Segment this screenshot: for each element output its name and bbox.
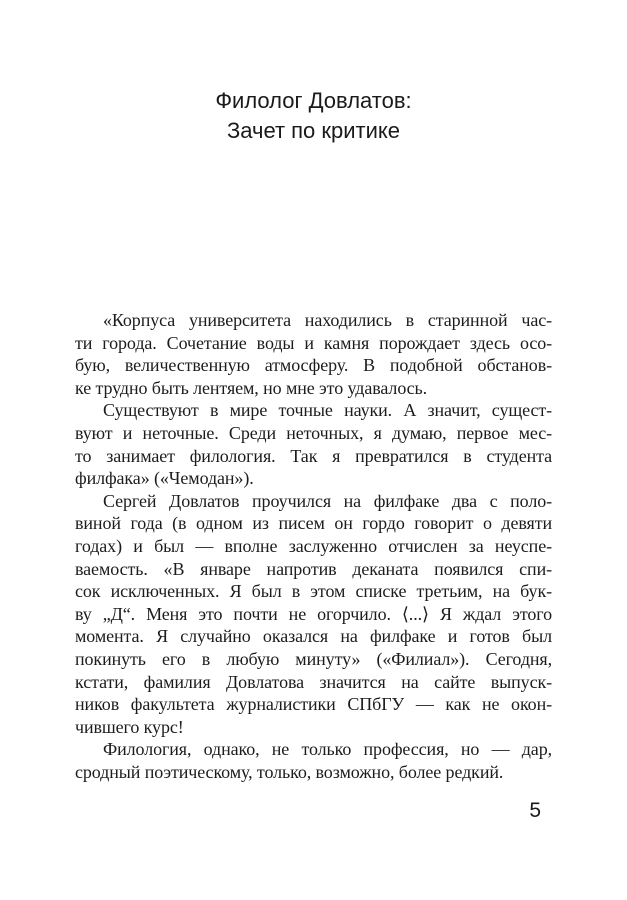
- text-line: кстати, фамилия Довлатова значится на сайте выпуск-: [75, 671, 552, 692]
- body-text: [75, 309, 552, 783]
- chapter-title: [75, 86, 552, 146]
- text-line: виной года (в одном из писем он гордо говорит о девяти: [75, 513, 552, 534]
- text-line: чившего курс!: [75, 716, 184, 737]
- text-line: Сергей Довлатов проучился на филфаке два с поло-: [103, 490, 552, 511]
- chapter-title-line-2: Зачет по критике: [226, 118, 401, 143]
- paragraph: [75, 399, 552, 489]
- text-line: покинуть его в любую минуту» («Филиал»). Сегодня,: [75, 648, 552, 669]
- text-line: Существуют в мире точные науки. А значит, сущест-: [103, 400, 552, 421]
- text-line: Филология, однако, не только профессия, но — дар,: [103, 739, 552, 760]
- text-line: ву „Д“. Меня это почти не огорчило. ⟨...⟩ Я ждал этого: [75, 603, 552, 624]
- chapter-title-line-1: Филолог Довлатов:: [215, 88, 412, 113]
- text-line: момента. Я случайно оказался на филфаке и готов был: [75, 626, 552, 647]
- text-line: ке трудно быть лентяем, но мне это удавалось.: [75, 377, 428, 398]
- text-line: филфака» («Чемодан»).: [75, 468, 254, 489]
- paragraph: [75, 738, 552, 783]
- text-line: ти города. Сочетание воды и камня порождает здесь осо-: [75, 332, 552, 353]
- text-line: то занимает филология. Так я превратился в студента: [75, 445, 552, 466]
- paragraph: [75, 490, 552, 739]
- text-line: бую, величественную атмосферу. В подобной обстанов-: [75, 355, 552, 376]
- text-line: ников факультета журналистики СПбГУ — как не окон-: [75, 694, 552, 715]
- paragraph: [75, 309, 552, 399]
- text-line: «Корпуса университета находились в старинной час-: [103, 310, 552, 330]
- text-line: сок исключенных. Я был в этом списке третьим, на бук-: [75, 581, 552, 602]
- text-line: годах) и был — вполне заслуженно отчислен за неуспе-: [75, 535, 552, 556]
- text-line: ваемость. «В январе напротив деканата появился спи-: [75, 558, 552, 579]
- page-number: 5: [529, 799, 541, 822]
- text-line: сродный поэтическому, только, возможно, более редкий.: [75, 761, 504, 782]
- text-line: вуют и неточные. Среди неточных, я думаю, первое мес-: [75, 422, 552, 443]
